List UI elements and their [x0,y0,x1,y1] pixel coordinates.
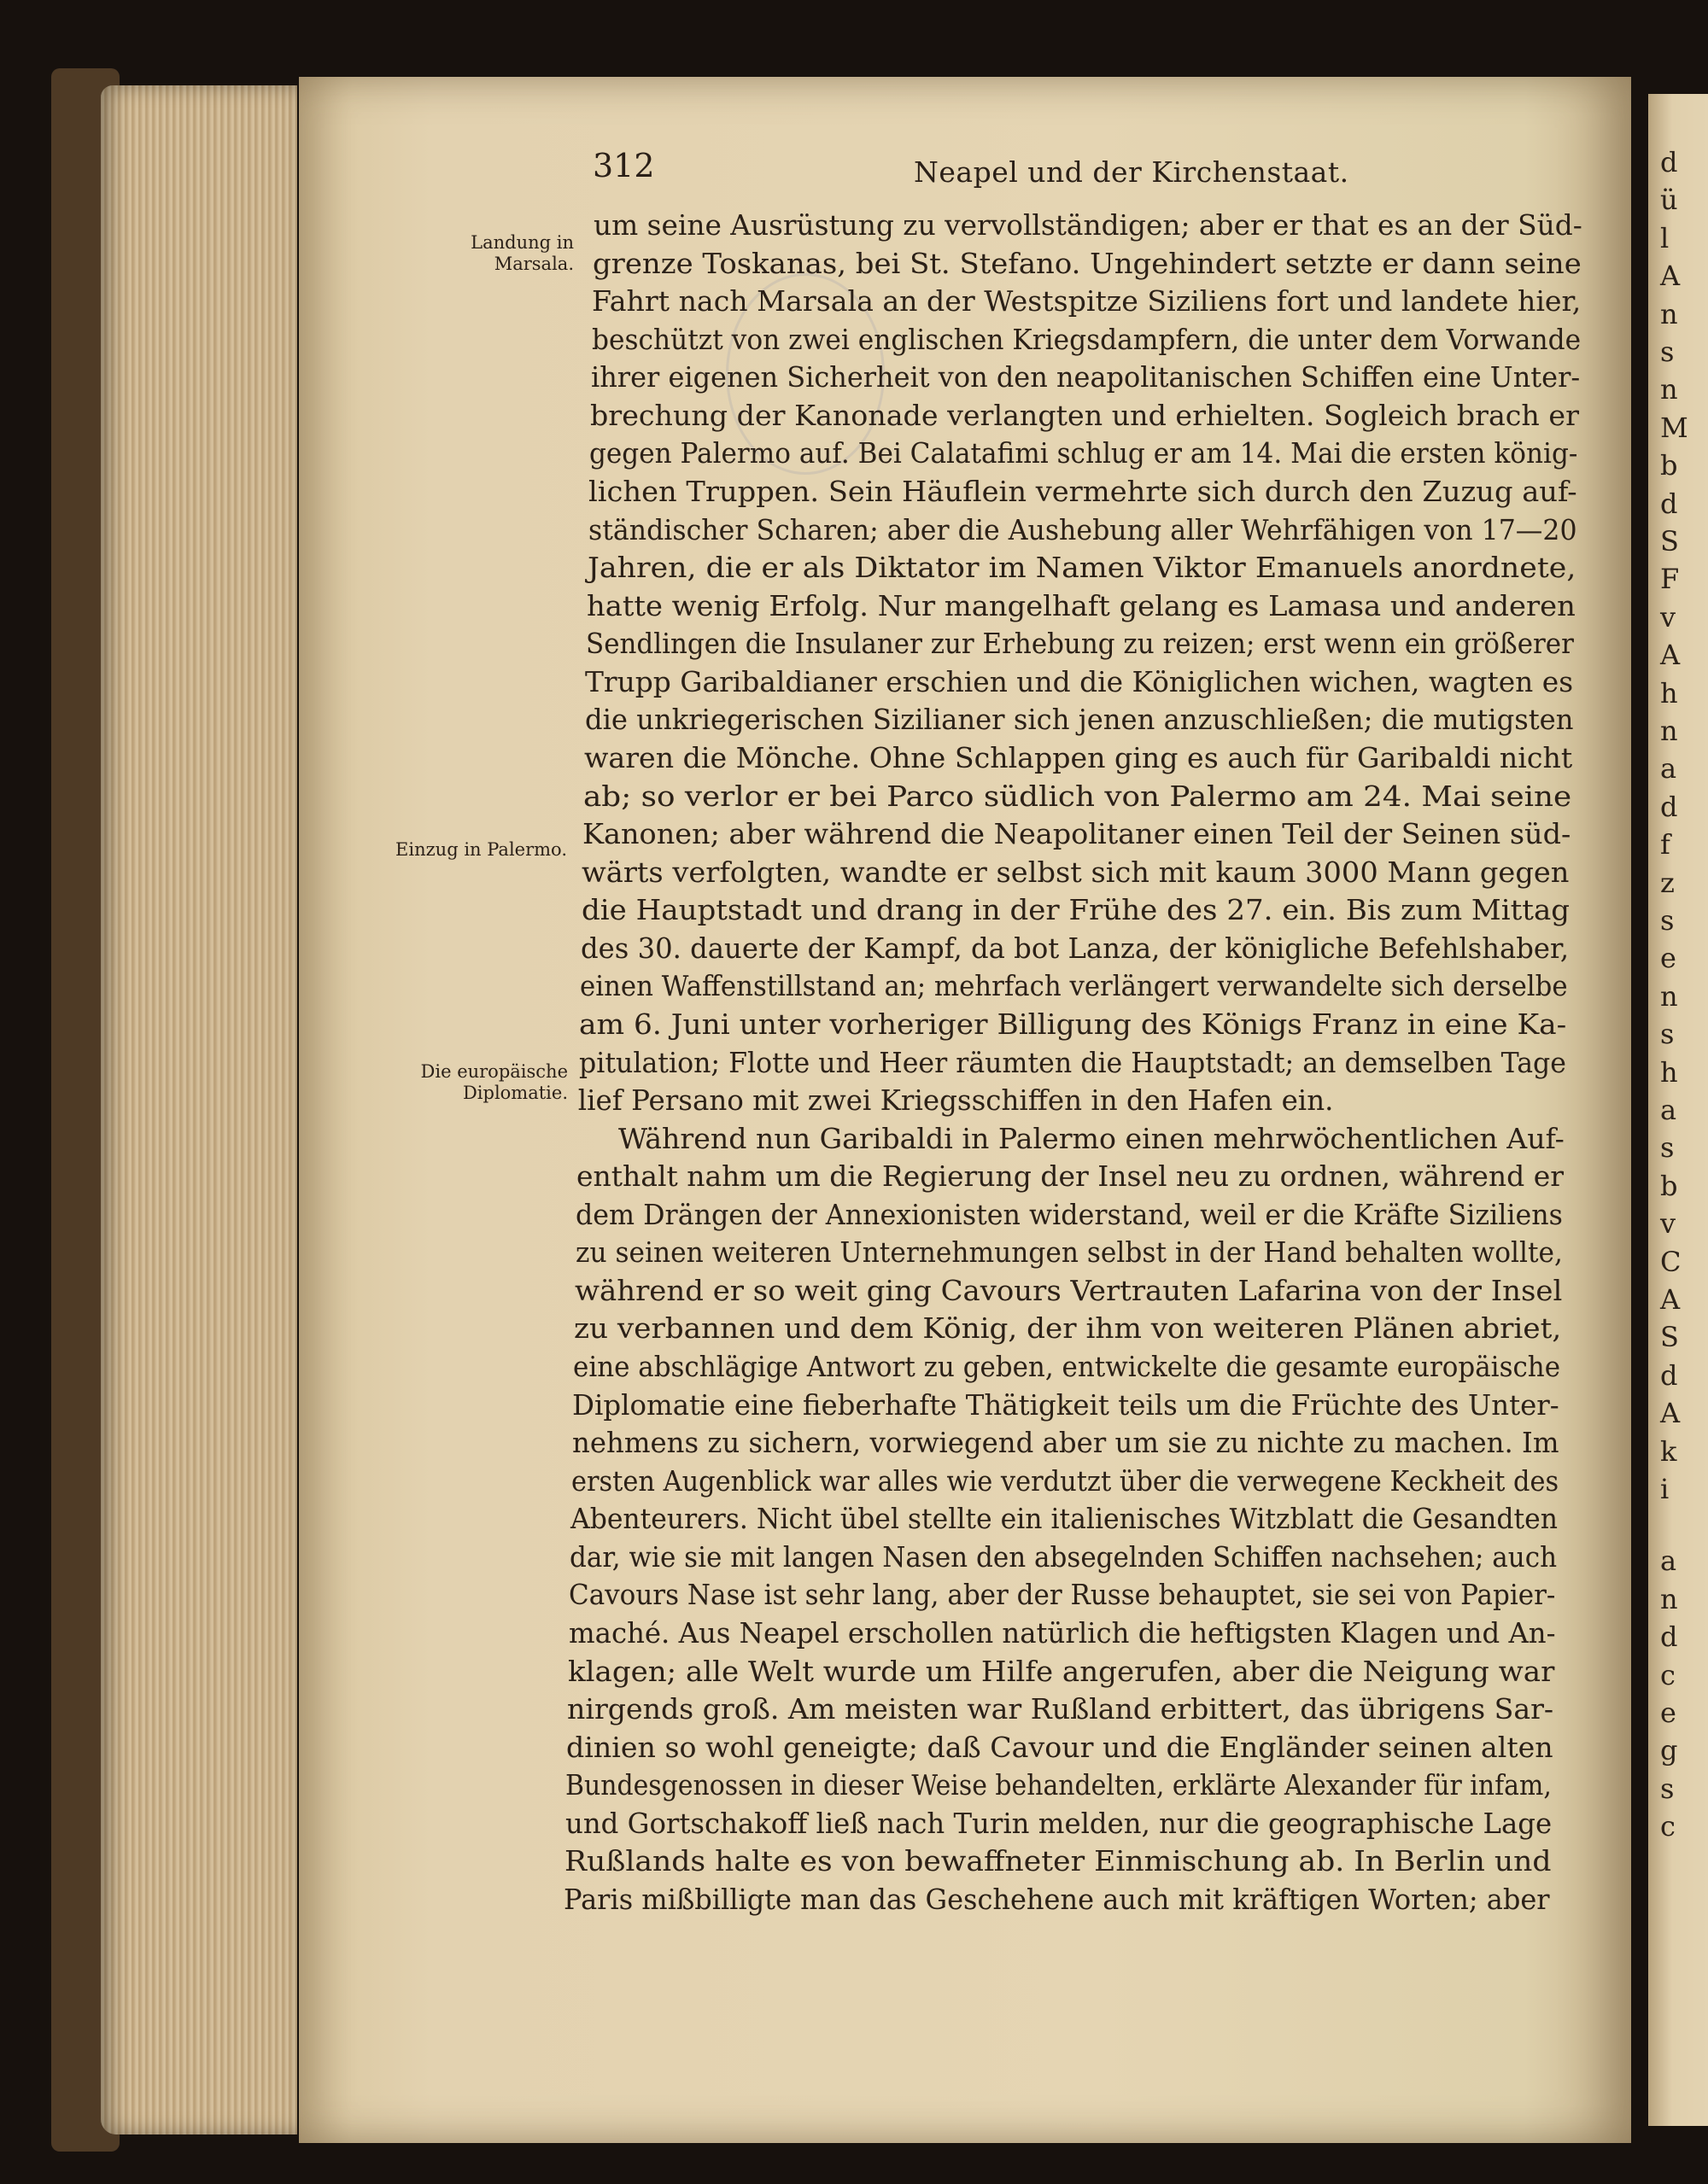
body-line: Rußlands halte es von bewaffneter Einmischung ab. In Berlin und [564,1845,1552,1878]
body-line: während er so weit ging Cavours Vertrauten Lafarina von der Insel [574,1274,1563,1307]
body-line: am 6. Juni unter vorheriger Billigung des Königs Franz in eine Ka- [579,1007,1567,1041]
body-line: hatte wenig Erfolg. Nur mangelhaft gelang es Lamasa und anderen [587,589,1576,622]
body-line: beschützt von zwei englischen Kriegsdampfern, die unter dem Vorwande [591,323,1581,356]
facing-page-fragment: v [1660,600,1676,634]
body-line: um seine Ausrüstung zu vervollständigen; aber er that es an der Süd- [594,209,1582,242]
facing-page-fragment: k [1660,1434,1677,1468]
body-line: ab; so verlor er bei Parco südlich von Palermo am 24. Mai seine [583,780,1572,813]
facing-page-fragment: s [1660,1772,1675,1805]
body-line: Fahrt nach Marsala an der Westspitze Siziliens fort und landete hier, [592,285,1582,318]
facing-page-fragment: d [1660,146,1678,178]
body-line: einen Waffenstillstand an; mehrfach verlängert verwandelte sich derselbe [580,970,1568,1003]
facing-page-fragment: M [1660,411,1688,444]
body-line: die Hauptstadt und drang in der Frühe des 27. ein. Bis zum Mittag [581,894,1570,927]
body-line: klagen; alle Welt wurde um Hilfe angerufen, aber die Neigung war [567,1655,1555,1688]
facing-page-fragment: l [1660,221,1670,254]
facing-page-fragment: C [1660,1245,1682,1278]
body-line: dem Drängen der Annexionisten widerstand, weil er die Kräfte Siziliens [576,1198,1564,1231]
body-line: Bundesgenossen in dieser Weise behandelten, erklärte Alexander für infam, [565,1769,1553,1802]
body-line: pitulation; Flotte und Heer räumten die Hauptstadt; an demselben Tage [578,1046,1566,1079]
body-line: Kanonen; aber während die Neapolitaner einen Teil der Seinen süd- [582,818,1571,851]
body-line: waren die Mönche. Ohne Schlappen ging es auch für Garibaldi nicht [583,741,1573,774]
facing-page-fragment: n [1660,297,1678,330]
body-line: enthalt nahm um die Regierung der Insel neu zu ordnen, während er [576,1160,1565,1194]
body-line: Paris mißbilligte man das Geschehene auch mit kräftigen Worten; aber [564,1883,1550,1916]
facing-page-fragment: s [1660,1018,1675,1051]
facing-page-fragment: b [1660,449,1678,482]
body-line: und Gortschakoff ließ nach Turin melden, nur die geographische Lage [564,1807,1552,1840]
facing-page-fragment: F [1660,563,1680,596]
body-line: Sendlingen die Insulaner zur Erhebung zu reizen; erst wenn ein größerer [586,628,1575,661]
facing-page-fragment: a [1660,1545,1677,1578]
body-line: lief Persano mit zwei Kriegsschiffen in den Hafen ein. [577,1084,1334,1118]
body-line: Abenteurers. Nicht übel stellte ein italienisches Witzblatt die Gesandten [570,1503,1558,1536]
facing-page-fragment: s [1660,336,1675,368]
facing-page-fragment: A [1660,260,1681,293]
body-line: nirgends groß. Am meisten war Rußland erbittert, das übrigens Sar- [566,1693,1554,1726]
body-line: maché. Aus Neapel erschollen natürlich die heftigsten Klagen und An- [568,1617,1556,1650]
body-line: Jahren, die er als Diktator im Namen Viktor Emanuels anordnete, [587,552,1576,585]
facing-page-edge [1648,94,1708,2126]
body-line: dinien so wohl geneigte; daß Cavour und die Engländer seinen alten [566,1731,1553,1764]
facing-page-fragment: a [1660,752,1677,785]
facing-page-fragment: A [1660,1283,1681,1316]
facing-page-fragment: n [1660,1582,1678,1615]
facing-page-fragment: i [1660,1473,1670,1505]
facing-page-fragment: A [1660,1397,1681,1430]
facing-page-fragment: c [1660,1810,1676,1843]
facing-page-fragment: d [1660,790,1678,823]
body-line: Cavours Nase ist sehr lang, aber der Russe behauptet, sie sei von Papier- [569,1579,1556,1612]
facing-page-fragment: ü [1660,184,1678,217]
facing-page-fragment: n [1660,715,1678,747]
body-line: eine abschlägige Antwort zu geben, entwickelte die gesamte europäische [573,1351,1561,1384]
facing-page-fragment: d [1660,1620,1678,1654]
body-line: lichen Truppen. Sein Häuflein vermehrte sich durch den Zuzug auf- [588,475,1578,508]
facing-page-fragment: b [1660,1169,1678,1202]
body-line: grenze Toskanas, bei St. Stefano. Ungehindert setzte er dann seine [593,247,1582,280]
body-line: Während nun Garibaldi in Palermo einen mehrwöchentlichen Auf- [617,1122,1565,1155]
marginal-note-diplomatie: Die europäische Diplomatie. [420,1061,568,1103]
body-line: brechung der Kanonade verlangten und erhielten. Sogleich brach er [590,399,1580,432]
body-line: wärts verfolgten, wandte er selbst sich mit kaum 3000 Mann gegen [582,855,1570,889]
body-line: ständischer Scharen; aber die Aushebung aller Wehrfähigen von 17—20 [588,513,1577,546]
body-line: gegen Palermo auf. Bei Calatafimi schlug er am 14. Mai die ersten könig- [589,437,1578,470]
body-line: zu seinen weiteren Unternehmungen selbst in der Hand behalten wollte, [575,1236,1563,1270]
facing-page-fragment: e [1660,942,1676,975]
page-edges-left [101,85,297,2134]
body-line: ersten Augenblick war alles wie verdutzt über die verwegene Keckheit des [570,1464,1559,1498]
body-line: die unkriegerischen Sizilianer sich jenen anzuschließen; die mutigsten [584,704,1574,737]
facing-page-fragment: z [1660,866,1675,899]
running-head: Neapel und der Kirchenstaat. [914,155,1349,189]
body-line: Trupp Garibaldianer erschien und die Königlichen wichen, wagten es [585,665,1574,698]
facing-page-fragment: n [1660,979,1678,1013]
page-number: 312 [593,147,655,184]
facing-page-fragment: f [1660,828,1670,861]
facing-page-fragment: S [1660,1321,1679,1354]
facing-page-fragment: n [1660,373,1678,406]
facing-page-fragment: S [1660,525,1679,558]
marginal-note-einzug: Einzug in Palermo. [395,839,567,860]
facing-page-fragment: s [1660,1131,1675,1165]
body-line: zu verbannen und dem König, der ihm von weiteren Plänen abriet, [573,1312,1562,1346]
body-line: des 30. dauerte der Kampf, da bot Lanza, der königliche Befehlshaber, [580,931,1570,965]
facing-page-fragment: s [1660,904,1675,937]
body-line: ihrer eigenen Sicherheit von den neapolitanischen Schiffen eine Unter- [590,361,1580,394]
facing-page-fragment: h [1660,676,1678,710]
facing-page-fragment: c [1660,1658,1676,1691]
facing-page-fragment: e [1660,1696,1676,1729]
facing-page-fragment: d [1660,487,1678,520]
body-line: Diplomatie eine fieberhafte Thätigkeit teils um die Früchte des Unter- [572,1388,1560,1422]
facing-page-fragment: g [1660,1734,1678,1767]
body-line: nehmens zu sichern, vorwiegend aber um sie zu nichte zu machen. Im [571,1427,1559,1460]
facing-page-fragment: A [1660,639,1681,672]
marginal-note-landung: Landung in Marsala. [471,232,574,274]
facing-page-fragment: a [1660,1094,1677,1126]
facing-page-fragment: v [1660,1207,1676,1241]
body-line: dar, wie sie mit langen Nasen den absegelnden Schiffen nachsehen; auch [570,1540,1558,1574]
facing-page-fragment: d [1660,1358,1678,1392]
facing-page-fragment: h [1660,1055,1678,1089]
